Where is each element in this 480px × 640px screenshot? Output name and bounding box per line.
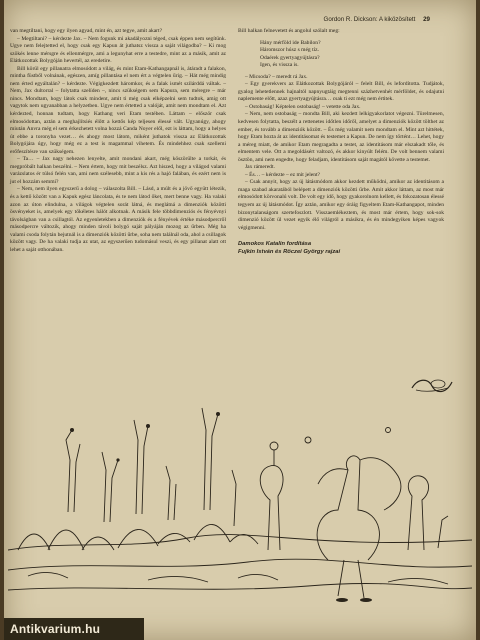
poem-line: Hány mérföld ide Babilon? — [260, 39, 321, 46]
paragraph: Bill halkan felnevetett és angolul szólalt meg: — [238, 28, 340, 34]
paragraph: Jax rámeredt. — [245, 164, 275, 171]
poem-line: Háromszor húsz s még tíz. — [260, 47, 319, 54]
paragraph: – Egy gyerekvers az Elátkozottak Bolygójáról – felelt Bill, és lefordította. Tudjátok, gyalog lehetetlennek hajnaltól napnyugtáig megtenni százhetvenhét mérföldet, és odajutni naplemente előtt, azaz gyertyagyújtásra… csak ti ezt még nem értitek. — [238, 81, 444, 103]
paragraph: – És… – kérdezte – ez mit jelent? — [245, 171, 321, 178]
page-number: 29 — [423, 16, 430, 23]
magazine-page — [4, 0, 476, 640]
credits — [238, 240, 444, 256]
paragraph: – Megtiltani? – kérdezte Jax. – Nem fogunk mi akadályozni téged, csak éppen nem segítünk. Ugye nem felejtetted el, hogy csak egy Kapun át juthatsz vissza a saját világodba? – Ki mog szökés lenne mérsgre és ellenmérgre, ami a legunyhat erre a testedre, mint az a másik, amit az Elátkozottak Bolygóján hevertél, az eredetire. — [10, 35, 226, 65]
surreal-landscape-illustration — [8, 400, 472, 610]
poem-line: Odaérek gyertyagyújtásra? — [260, 54, 320, 61]
paragraph: – Ostobaság! Képtelen ostobaság! – vetette oda Jax. — [245, 103, 361, 110]
left-column — [10, 28, 226, 254]
paragraph: – Ta… – Jax nagy nehezen lenyelte, amit mondani akart, még köszörülte a torkát, és megpróbált halkan beszélni. – Nem értem, hogy mit beszélsz. Azt hiszed, hogy a világod valami varázslatos ér túlsó felén van, ami nem szélesebb, mint a kis rés a hajó falában, és ezért nem is jut el hozzám semmi? — [10, 156, 226, 185]
paragraph: – Micsoda? – meredt rá Jax. — [245, 73, 308, 80]
paragraph: – Nem, nem ilyen egyszerű a dolog – válaszolta Bill. – Lásd, a múlt és a jövő együtt létezik, és a kettő között van a Kapuk egész láncolata, és te nem látod őket, mert benne vagy. Ha valaki azon az úton elindulna, a világok végtelen sorát látná, és meglátná a dimenziók közötti ösvényeket is, amelyek egy tökéletes hálót alkotnak. A másik fele többdimenziós és fényévnyi távolságban van a csillagtól. Az egyenletekben a dimenziók és a fényévek értéke másodpercről másodpercre változik, ahogy minden távoli bolygó saját pályáján mozog az űrben. Még ha valami csoda folytán bejutnál is a dimenziók közötti űrbe, soha nem találnál oda, ahol a csillagok között vagy. De ha valaki tudja az utat, az egyszerűen tudomásul veszi, és egy pillanat alatt ott lehet a saját otthonában. — [10, 186, 226, 253]
watermark-text: Antikvarium.hu — [10, 622, 101, 636]
poem — [260, 40, 444, 70]
running-title: Gordon R. Dickson: A kiközösített — [323, 16, 416, 23]
paragraph: – Nem, nem ostobaság – mondta Bill, aki kezdett lelkigyakorlatot végezni. Türelmesen, kedvesen folytatta, beszélt a rettenetes időtlen időről, amelyet a dimenziók között tölthet az ember, és tovább a dimenziók között. – És még valamit nem mondtam el. Mint azt hittétek, hogy Etam hozta át az identitásomat és testemet a Kapun. De nem így történt… Lehet, hogy a méreg miatt, de amikor Etam megragadta a testet, az identitásom már elszakadt tőle, és elmentem vele. Ott a megoldásért valtozó, és akkor kinyúlt felém. De volt bennem valami ösztön, ami nem engedte, hogy feladjam, identitásom saját magától követte a testemet. — [238, 111, 444, 163]
watermark-bar — [4, 618, 144, 640]
illustrator-signature-icon — [408, 374, 456, 396]
running-header — [324, 16, 430, 23]
poem-line: Igen, és vissza is. — [260, 62, 299, 69]
illustrator-credit: Fujkin István és Röczei György rajzai — [238, 249, 341, 256]
right-column — [238, 28, 444, 256]
paragraph: van megtiltani, hogy egy ilyen agyad, mint én, azt tegye, amit akart? — [10, 28, 163, 34]
translator-credit: Damokos Katalin fordítása — [238, 241, 312, 248]
paragraph: Bill körül egy pillanatra elmosódott a világ, és mint Etam-Kathangapnál is, átáradt a falakon, mintha füstből volnának, egészen, amíg pillantása el nem ért a végtelen űrig. – Hát még mindig nem érted egyáltalán? – kérdezte. Végigkezdett háromkor, és a falak ismét szilárddá váltak. – Nem, Jax dultorral – folytatta szelíden –, nincs szükségem sem Kapura, sem méregre – már nincs. Mondtam, hogy látok csak mindent, amit ti még csak elképzelni sem tudtok, amig ott vagytok nem ugyanabban a helyzetben. Ugye nem értetted a valóját, amit nem mondtam el. Azt kérdezted, honnan tudtam, hogy Kathang veri Etam testében. Láttam – először csak elmosódottan, aztán a meghajlítsiés élőtt a kettős kép teljesen élessé vált. Ugyanúgy, ahogy miután Anvra még el sem érkezhetett volna hozzá Canda Noyer elől, ezt is láttam, hogy a helyes út ebbe a toronyba vezet… és ahogy most látom, miként juthatok vissza az Elátkozottak Bolygójára úgy, hogy még ez a test is magammal vihetem. És mindehhez csak szellemi erőfeszítésre van szükségem. — [10, 65, 226, 155]
paragraph: – Csak annyit, hogy az új látásmódom akkor kezdett működni, amikor az identitásom a maga szabad akaratából belépett a dimenziók közötti űrbe. Amit akkor láttam, az most már elmosódott körvonalú volt. De volt egy idő, hogy gyakorolnom kellett, és fokozatosan élessé tegyem az új látásmódot. Így aztán, amikor egy óráig figyeltem Etam-Kathangapot, minden bizonytalanságom szertefoszlott. Visszaemlékeztem, és most már értem, hogy sok-sok dimenzió között ül vezet egyik élő világról a másikra, és én mindegyiken képes vagyok végigmenni. — [238, 179, 444, 231]
